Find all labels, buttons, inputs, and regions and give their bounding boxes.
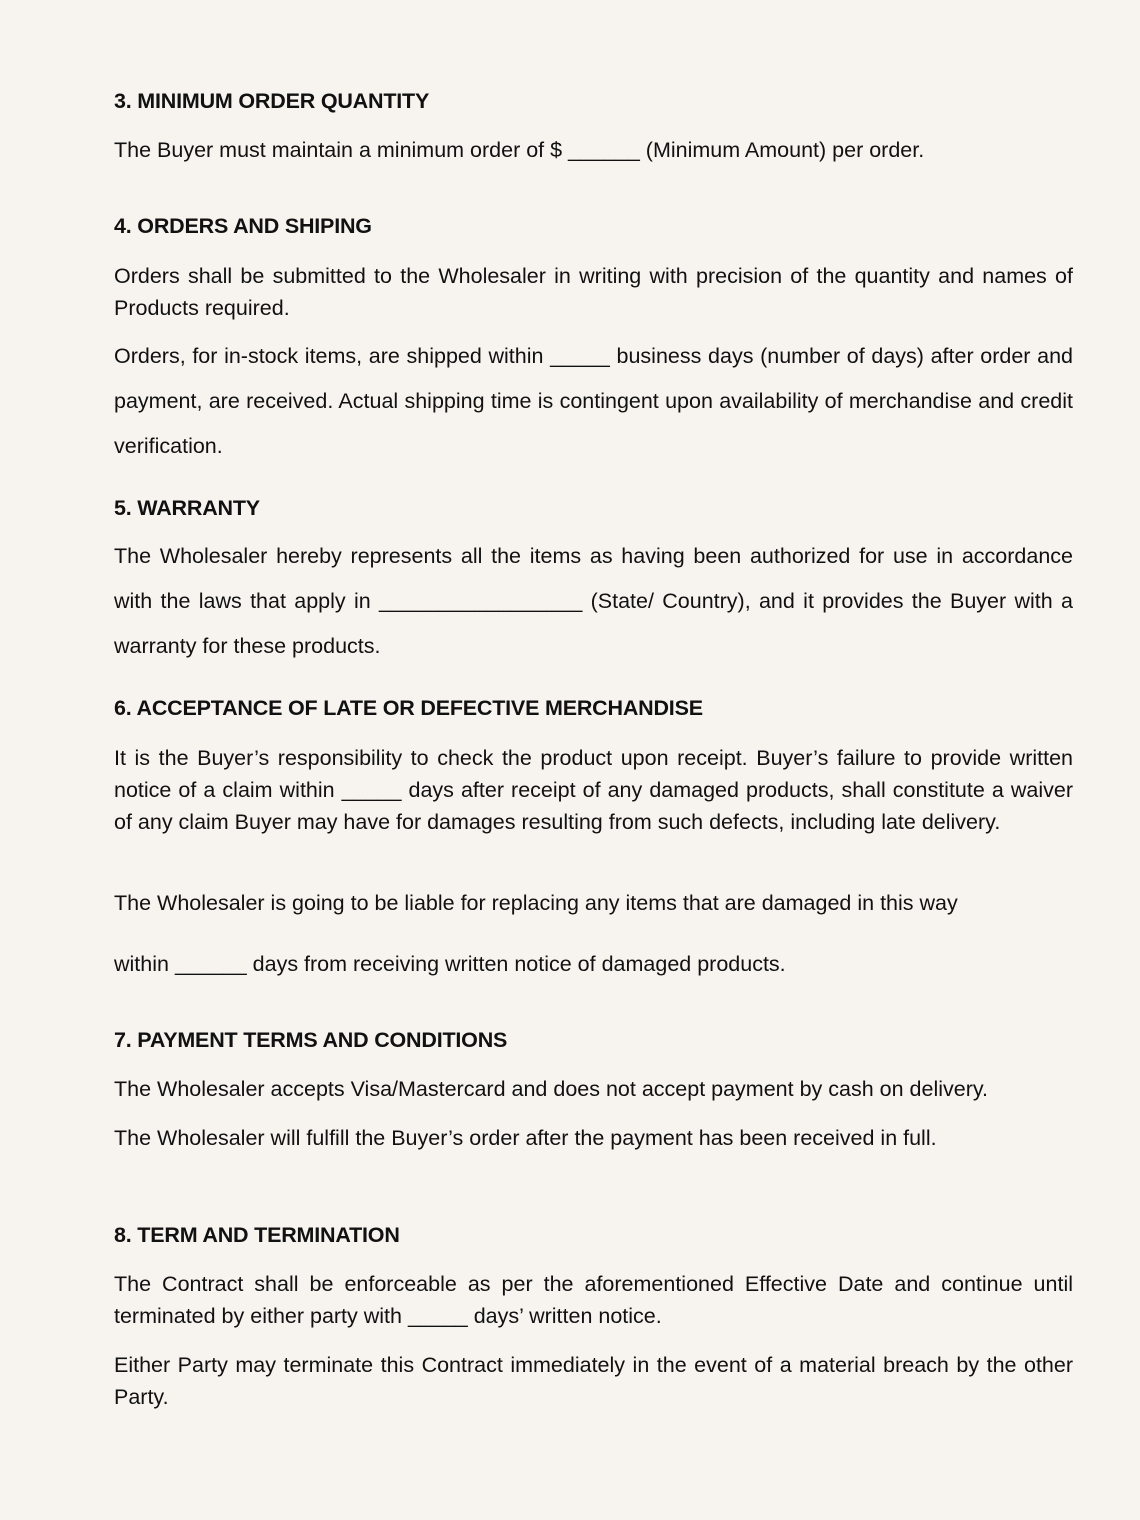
section-4-paragraph-1: Orders shall be submitted to the Wholesaler in writing with precision of the quantity and names of Products required. <box>114 264 1073 320</box>
section-6-paragraph-2: The Wholesaler is going to be liable for replacing any items that are damaged in this way <box>114 891 958 915</box>
section-6-paragraph-3: within ______ days from receiving written notice of damaged products. <box>114 952 786 976</box>
section-8-paragraph-2: Either Party may terminate this Contract immediately in the event of a material breach by the other Party. <box>114 1353 1073 1409</box>
section-4-paragraph-2: Orders, for in-stock items, are shipped within _____ business days (number of days) after order and payment, are received. Actual shipping time is contingent upon availability of merchandise and credit verification. <box>114 344 1073 458</box>
section-6-heading: 6. ACCEPTANCE OF LATE OR DEFECTIVE MERCHANDISE <box>114 696 703 720</box>
section-3-heading: 3. MINIMUM ORDER QUANTITY <box>114 89 430 113</box>
section-7-paragraph-2: The Wholesaler will fulfill the Buyer’s order after the payment has been received in full. <box>114 1126 937 1150</box>
section-5-heading: 5. WARRANTY <box>114 496 260 520</box>
section-7-heading: 7. PAYMENT TERMS AND CONDITIONS <box>114 1028 508 1052</box>
section-8-paragraph-1: The Contract shall be enforceable as per the aforementioned Effective Date and continue until terminated by either party with _____ days’ written notice. <box>114 1272 1073 1328</box>
section-8-heading: 8. TERM AND TERMINATION <box>114 1223 400 1247</box>
section-4-heading: 4. ORDERS AND SHIPING <box>114 214 372 238</box>
section-3-paragraph: The Buyer must maintain a minimum order of $ ______ (Minimum Amount) per order. <box>114 138 925 162</box>
section-7-paragraph-1: The Wholesaler accepts Visa/Mastercard and does not accept payment by cash on delivery. <box>114 1077 988 1101</box>
section-5-paragraph: The Wholesaler hereby represents all the items as having been authorized for use in accordance with the laws that apply in _________________ (State/ Country), and it provides the Buyer with a warranty for these products. <box>114 544 1073 658</box>
section-6-paragraph-1: It is the Buyer’s responsibility to check the product upon receipt. Buyer’s failure to provide written notice of a claim within _____ days after receipt of any damaged products, shall constitute a waiver of any claim Buyer may have for damages resulting from such defects, including late delivery. <box>114 746 1073 834</box>
